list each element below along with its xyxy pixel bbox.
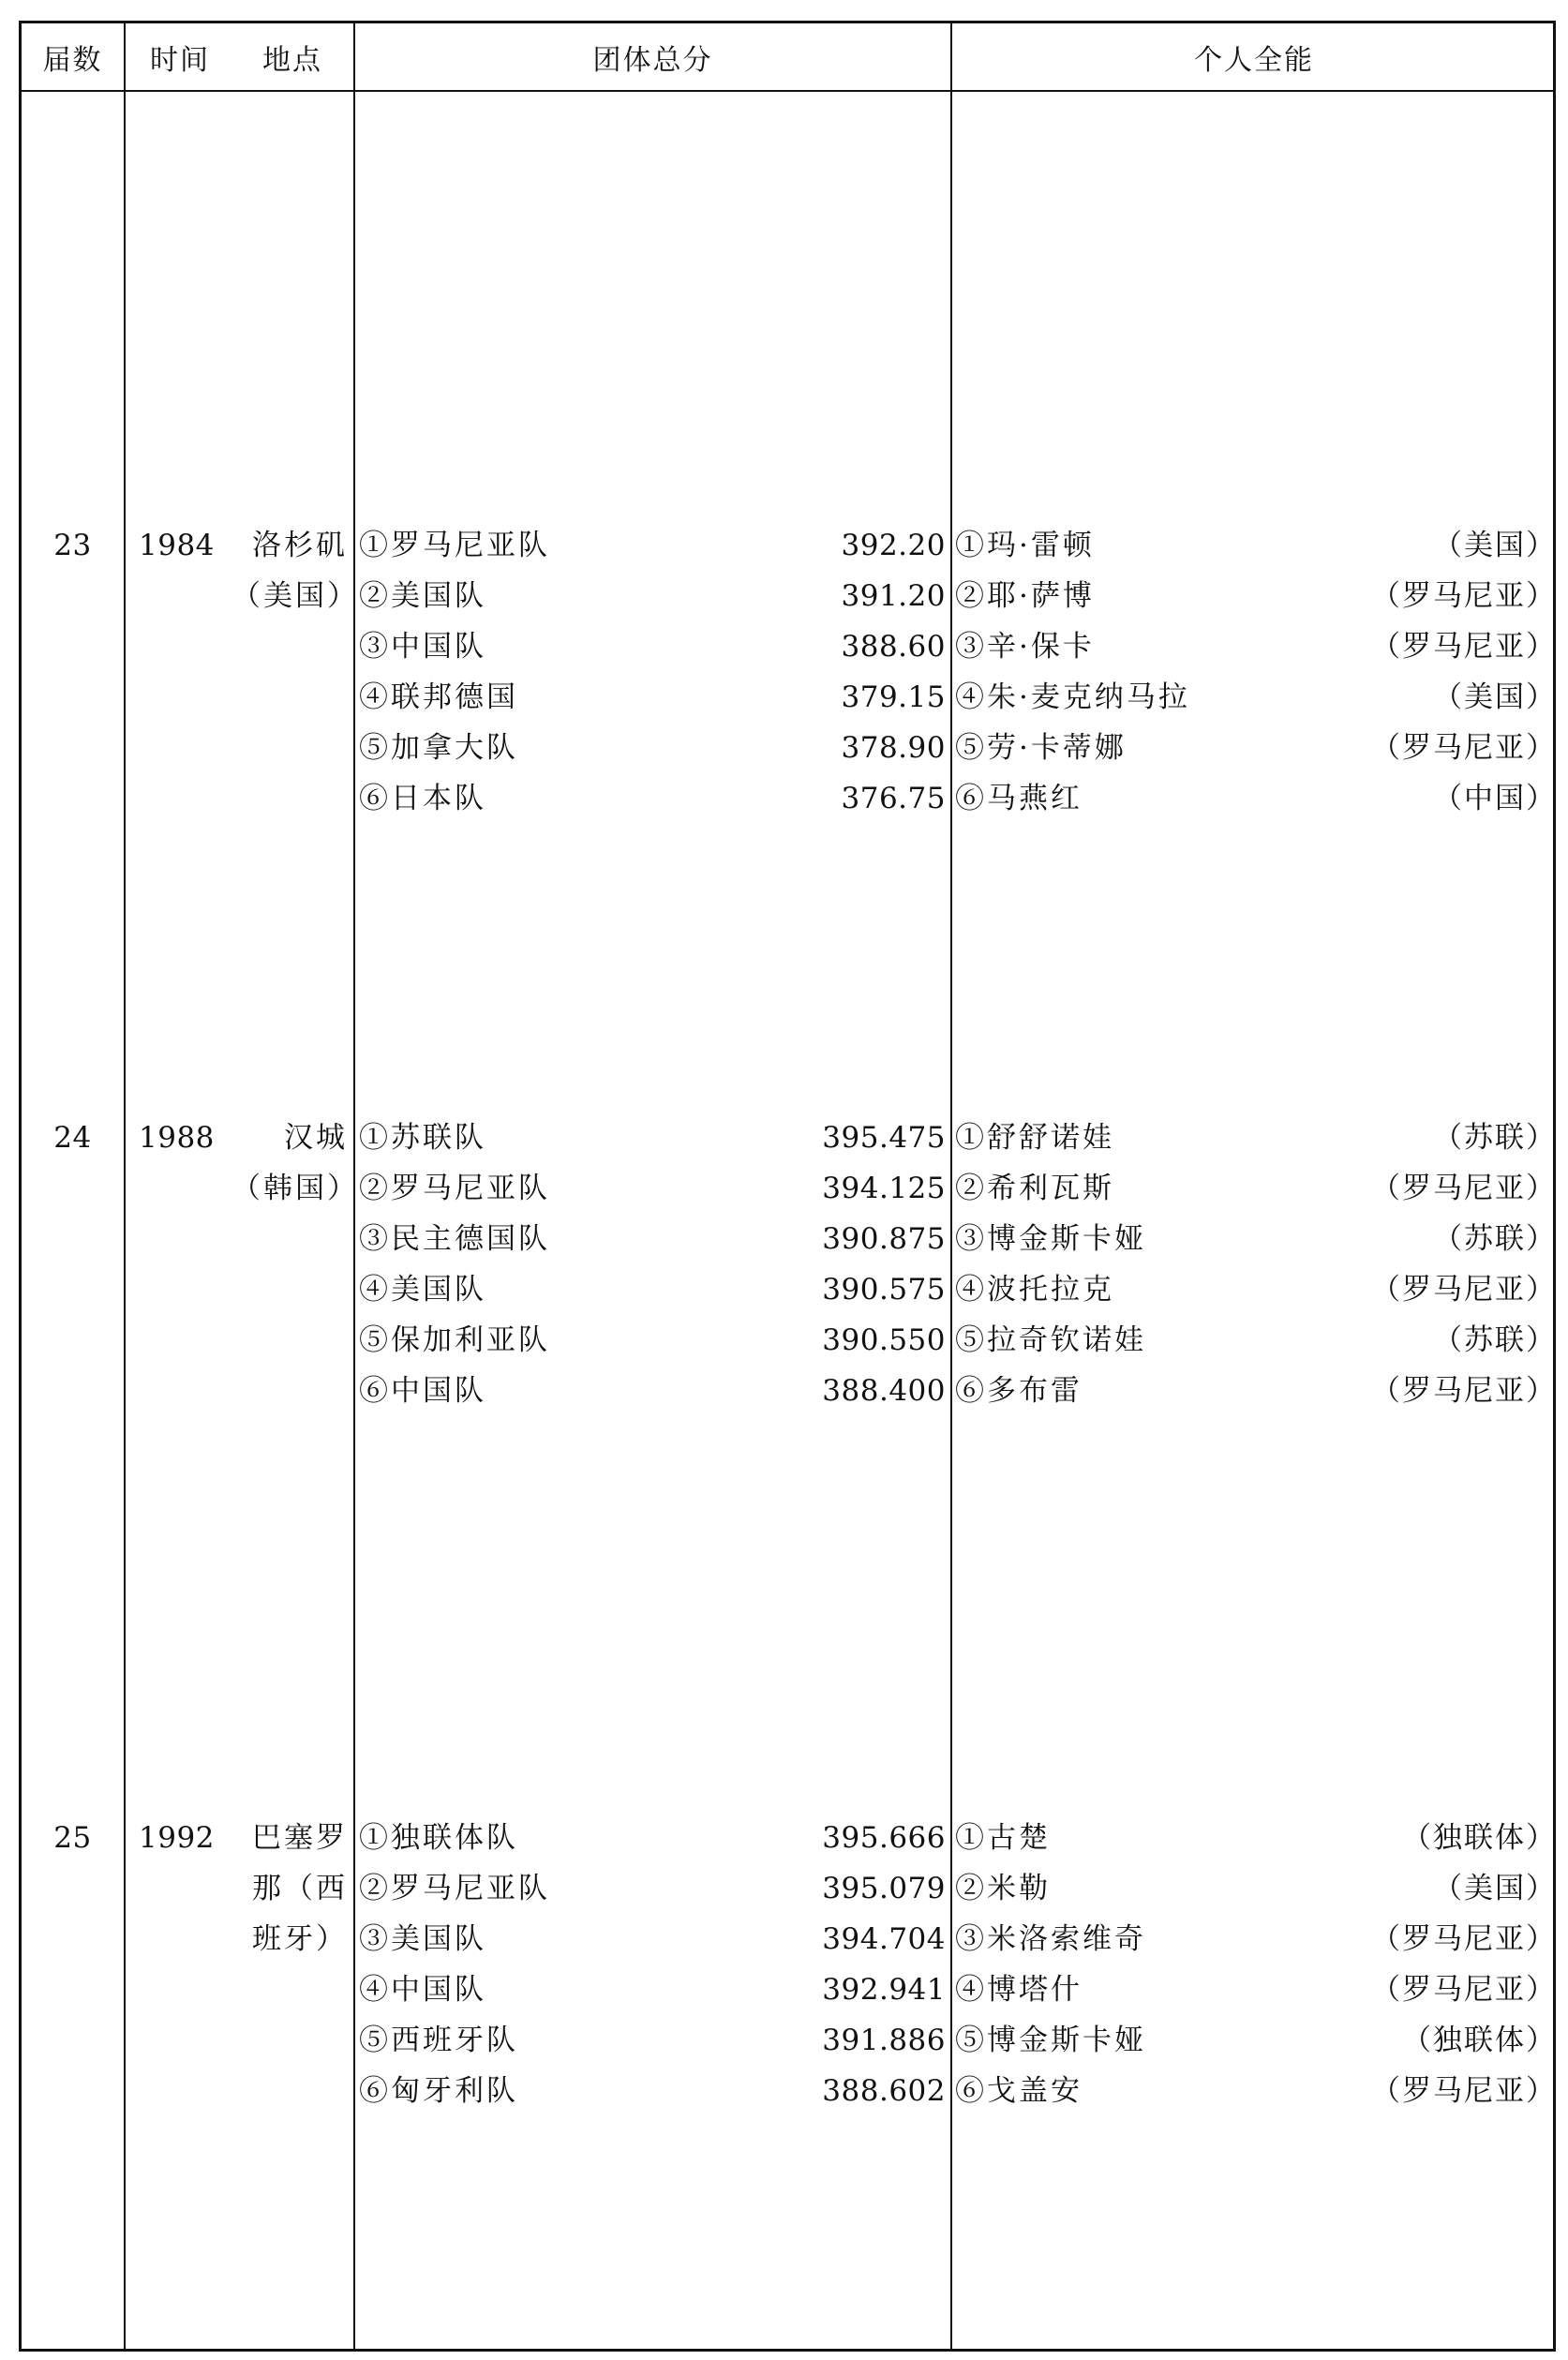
team-score: 376.75 — [841, 782, 946, 815]
column-divider-edition — [124, 23, 126, 2349]
team-score: 395.666 — [822, 1821, 946, 1855]
team-name: ④联邦德国 — [359, 680, 518, 714]
team-name: ②罗马尼亚队 — [359, 1872, 550, 1905]
session-year: 1988 — [139, 1121, 215, 1155]
athlete-country: （中国） — [1433, 782, 1557, 815]
team-score: 388.602 — [822, 2074, 946, 2108]
team-name: ⑤保加利亚队 — [359, 1323, 550, 1357]
athlete-country: （罗马尼亚） — [1371, 1374, 1557, 1408]
team-name: ⑥中国队 — [359, 1374, 486, 1408]
team-name: ①苏联队 — [359, 1121, 486, 1155]
team-score: 378.90 — [841, 731, 946, 765]
team-name: ⑥日本队 — [359, 782, 486, 815]
athlete-country: （苏联） — [1433, 1121, 1557, 1155]
team-score: 388.400 — [822, 1374, 946, 1408]
header-time: 时间 — [150, 43, 210, 77]
team-name: ③中国队 — [359, 630, 486, 664]
team-score: 392.20 — [841, 529, 946, 562]
athlete-name: ①古楚 — [955, 1821, 1051, 1855]
header-divider — [22, 90, 1553, 92]
team-score: 391.20 — [841, 579, 946, 613]
athlete-country: （罗马尼亚） — [1371, 731, 1557, 765]
column-divider-team — [950, 23, 952, 2349]
athlete-name: ④博塔什 — [955, 1973, 1083, 2007]
team-name: ②罗马尼亚队 — [359, 1172, 550, 1205]
session-place: 巴塞罗 — [252, 1821, 348, 1855]
athlete-country: （罗马尼亚） — [1371, 2074, 1557, 2108]
athlete-name: ③米洛索维奇 — [955, 1922, 1146, 1956]
athlete-name: ④朱·麦克纳马拉 — [955, 680, 1190, 714]
team-score: 392.941 — [822, 1973, 946, 2007]
team-name: ①罗马尼亚队 — [359, 529, 550, 562]
athlete-country: （罗马尼亚） — [1371, 630, 1557, 664]
session-place: 班牙） — [252, 1922, 348, 1956]
team-score: 390.875 — [822, 1222, 946, 1256]
header-individual-all-around: 个人全能 — [1194, 43, 1314, 77]
team-score: 394.704 — [822, 1922, 946, 1956]
athlete-name: ①玛·雷顿 — [955, 529, 1095, 562]
header-team-total: 团体总分 — [592, 43, 713, 77]
team-score: 388.60 — [841, 630, 946, 664]
athlete-country: （独联体） — [1402, 2024, 1557, 2057]
header-edition: 届数 — [42, 43, 103, 77]
session-place: 汉城 — [284, 1121, 348, 1155]
team-score: 390.550 — [822, 1323, 946, 1357]
session-place: 洛杉矶 — [252, 529, 348, 562]
athlete-name: ⑥多布雷 — [955, 1374, 1083, 1408]
athlete-name: ⑥马燕红 — [955, 782, 1083, 815]
team-name: ⑥匈牙利队 — [359, 2074, 518, 2108]
team-name: ④中国队 — [359, 1973, 486, 2007]
athlete-country: （美国） — [1433, 1872, 1557, 1905]
results-table — [19, 21, 1556, 2352]
session-place: （美国） — [231, 579, 359, 613]
team-name: ②美国队 — [359, 579, 486, 613]
team-name: ③民主德国队 — [359, 1222, 550, 1256]
team-score: 395.475 — [822, 1121, 946, 1155]
athlete-country: （罗马尼亚） — [1371, 1273, 1557, 1307]
athlete-country: （苏联） — [1433, 1323, 1557, 1357]
team-name: ⑤西班牙队 — [359, 2024, 518, 2057]
athlete-country: （罗马尼亚） — [1371, 1973, 1557, 2007]
session-place: 那（西 — [252, 1872, 348, 1905]
team-name: ⑤加拿大队 — [359, 731, 518, 765]
athlete-country: （美国） — [1433, 680, 1557, 714]
team-score: 391.886 — [822, 2024, 946, 2057]
athlete-name: ⑤拉奇钦诺娃 — [955, 1323, 1146, 1357]
athlete-name: ②米勒 — [955, 1872, 1051, 1905]
team-score: 394.125 — [822, 1172, 946, 1205]
athlete-name: ②希利瓦斯 — [955, 1172, 1114, 1205]
edition-number: 25 — [53, 1821, 92, 1855]
edition-number: 23 — [53, 529, 92, 562]
athlete-name: ②耶·萨博 — [955, 579, 1095, 613]
athlete-country: （罗马尼亚） — [1371, 1922, 1557, 1956]
team-name: ③美国队 — [359, 1922, 486, 1956]
session-year: 1984 — [139, 529, 215, 562]
athlete-country: （独联体） — [1402, 1821, 1557, 1855]
athlete-name: ④波托拉克 — [955, 1273, 1114, 1307]
athlete-name: ⑤劳·卡蒂娜 — [955, 731, 1127, 765]
athlete-name: ③辛·保卡 — [955, 630, 1095, 664]
session-year: 1992 — [139, 1821, 215, 1855]
edition-number: 24 — [53, 1121, 92, 1155]
athlete-country: （罗马尼亚） — [1371, 579, 1557, 613]
athlete-country: （美国） — [1433, 529, 1557, 562]
athlete-name: ③博金斯卡娅 — [955, 1222, 1146, 1256]
team-name: ①独联体队 — [359, 1821, 518, 1855]
team-score: 379.15 — [841, 680, 946, 714]
session-place: （韩国） — [231, 1172, 359, 1205]
team-score: 395.079 — [822, 1872, 946, 1905]
athlete-name: ⑤博金斯卡娅 — [955, 2024, 1146, 2057]
athlete-country: （苏联） — [1433, 1222, 1557, 1256]
athlete-country: （罗马尼亚） — [1371, 1172, 1557, 1205]
team-score: 390.575 — [822, 1273, 946, 1307]
team-name: ④美国队 — [359, 1273, 486, 1307]
header-place: 地点 — [262, 43, 322, 77]
athlete-name: ①舒舒诺娃 — [955, 1121, 1114, 1155]
athlete-name: ⑥戈盖安 — [955, 2074, 1083, 2108]
